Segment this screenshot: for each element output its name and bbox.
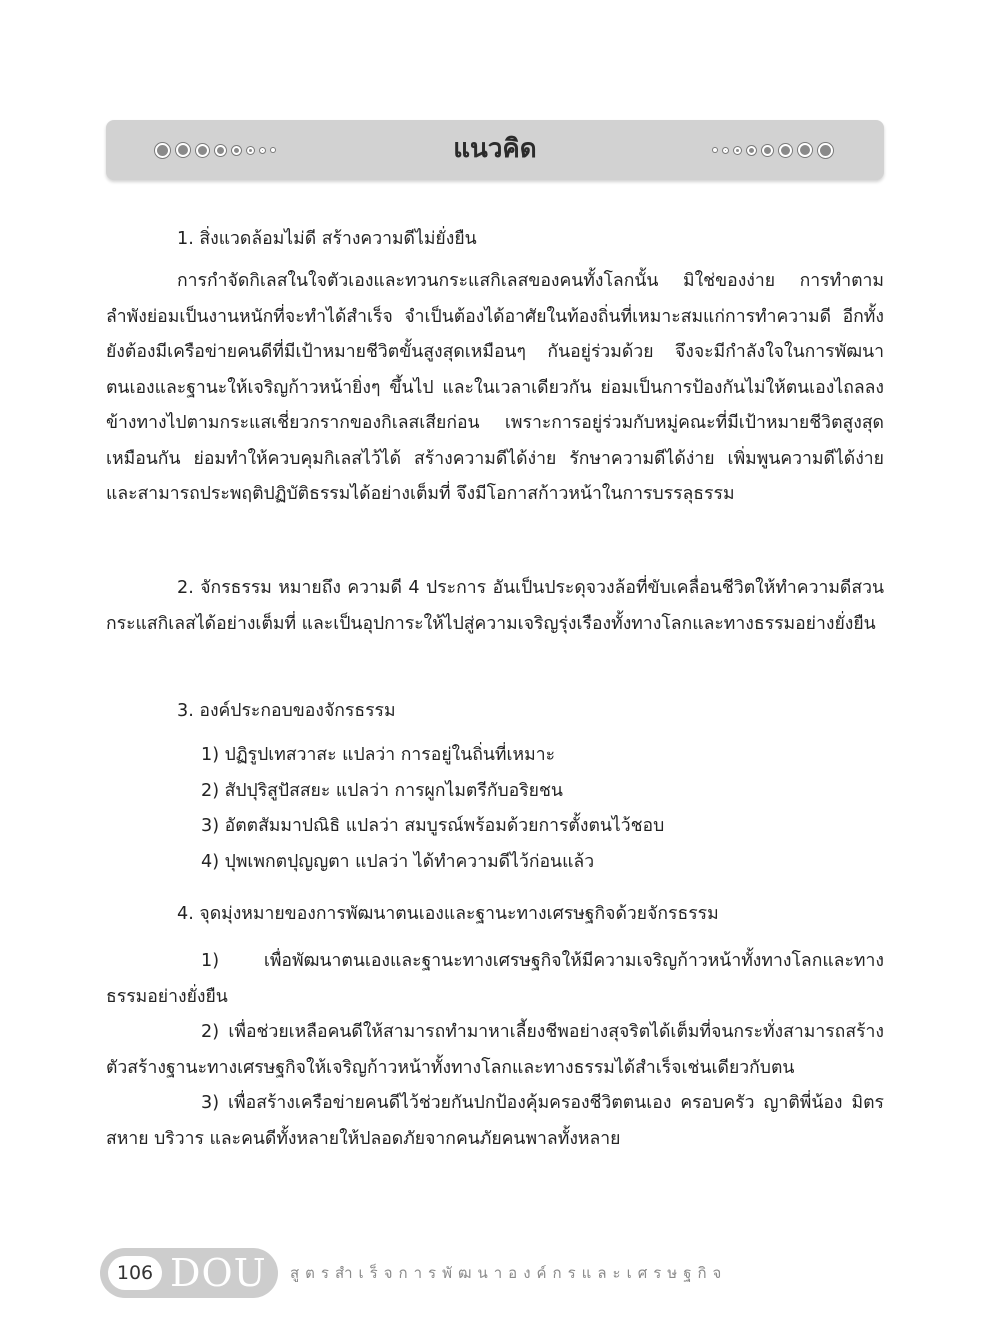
list-item: 3) อัตตสัมมาปณิธิ แปลว่า สมบูรณ์พร้อมด้วยการตั้งตนไว้ชอบ <box>201 816 665 836</box>
p4-list <box>106 944 884 1157</box>
list-item: 2) สัปปุริสูปัสสยะ แปลว่า การผูกไมตรีกับอริยชน <box>201 780 563 801</box>
p3-list <box>106 738 884 880</box>
list-item: 2) เพื่อช่วยเหลือคนดีให้สามารถทำมาหาเลี้ยงชีพอย่างสุจริตได้เต็มที่จนกระทั่งสามารถสร้างตัวสร้างฐานะทางเศรษฐกิจให้เจริญก้าวหน้าทั้งทางโลกและทางธรรมได้สำเร็จเช่นเดียวกับตน <box>106 1022 884 1078</box>
dot-icon <box>798 143 812 157</box>
book-title: สูตรสำเร็จการพัฒนาองค์กรและเศรษฐกิจ <box>290 1264 728 1282</box>
dot-icon <box>734 147 741 154</box>
dot-icon <box>713 148 717 152</box>
section-title: แนวคิด <box>453 134 537 164</box>
dot-icon <box>723 148 728 153</box>
dot-icon <box>762 145 773 156</box>
page-badge <box>100 1248 278 1298</box>
p2-body: 2. จักรธรรม หมายถึง ความดี 4 ประการ อันเป็นประดุจวงล้อที่ขับเคลื่อนชีวิตให้ทำความดีสวนกระแสกิเลสได้อย่างเต็มที่ และเป็นอุปการะให้ไปสู่ความเจริญรุ่งเรืองทั้งทางโลกและทางธรรมอย่างยั่งยืน <box>106 578 884 634</box>
dot-icon <box>818 143 833 158</box>
page-footer <box>100 1248 900 1298</box>
dou-logo: DOU <box>170 1251 267 1295</box>
p1-body: การกำจัดกิเลสในใจตัวเองและทวนกระแสกิเลสของคนทั้งโลกนั้น มิใช่ของง่าย การทำตามลำพังย่อมเป็นงานหนักที่จะทำได้สำเร็จ จำเป็นต้องได้อาศัยในท้องถิ่นที่เหมาะสมแก่การทำความดี อีกทั้งยังต้องมีเครือข่ายคนดีที่มีเป้าหมายชีวิตขั้นสูงสุดเหมือนๆ กันอยู่ร่วมด้วย จึงจะมีกำลังใจในการพัฒนาตนเองและฐานะให้เจริญก้าวหน้ายิ่งๆ ขึ้นไป และในเวลาเดียวกัน ย่อมเป็นการป้องกันไม่ให้ตนเองไถลลงข้างทางไปตามกระแสเชี่ยวกรากของกิเลสเสียก่อน เพราะการอยู่ร่วมกับหมู่คณะที่มีเป้าหมายชีวิตสูงสุดเหมือนกัน ย่อมทำให้ควบคุมกิเลสไว้ได้ สร้างความดีได้ง่าย รักษาความดีได้ง่าย เพิ่มพูนความดีได้ง่าย และสามารถประพฤติปฏิบัติธรรมได้อย่างเต็มที่ จึงมีโอกาสก้าวหน้าในการบรรลุธรรม <box>106 271 884 504</box>
p3-heading: 3. องค์ประกอบของจักรธรรม <box>177 701 396 721</box>
p4-heading: 4. จุดมุ่งหมายของการพัฒนาตนเองและฐานะทางเศรษฐกิจด้วยจักรธรรม <box>177 904 719 924</box>
section-header-bar <box>106 120 884 180</box>
decorative-dots-right <box>710 120 836 180</box>
list-item: 1) ปฏิรูปเทสวาสะ แปลว่า การอยู่ในถิ่นที่เหมาะ <box>201 745 556 765</box>
dot-icon <box>779 144 792 157</box>
page-number: 106 <box>108 1256 162 1290</box>
list-item: 4) ปุพเพกตปุญญตา แปลว่า ได้ทำความดีไว้ก่อนแล้ว <box>201 851 595 872</box>
p1-heading: 1. สิ่งแวดล้อมไม่ดี สร้างความดีไม่ยั่งยืน <box>177 229 477 249</box>
list-item: 3) เพื่อสร้างเครือข่ายคนดีไว้ช่วยกันปกป้องคุ้มครองชีวิตตนเอง ครอบครัว ญาติพี่น้อง มิตรสหาย บริวาร และคนดีทั้งหลายให้ปลอดภัยจากคนภัยคนพาลทั้งหลาย <box>106 1093 884 1149</box>
dot-icon <box>747 146 756 155</box>
list-item: 1) เพื่อพัฒนาตนเองและฐานะทางเศรษฐกิจให้มีความเจริญก้าวหน้าทั้งทางโลกและทางธรรมอย่างยั่งยืน <box>106 951 884 1007</box>
